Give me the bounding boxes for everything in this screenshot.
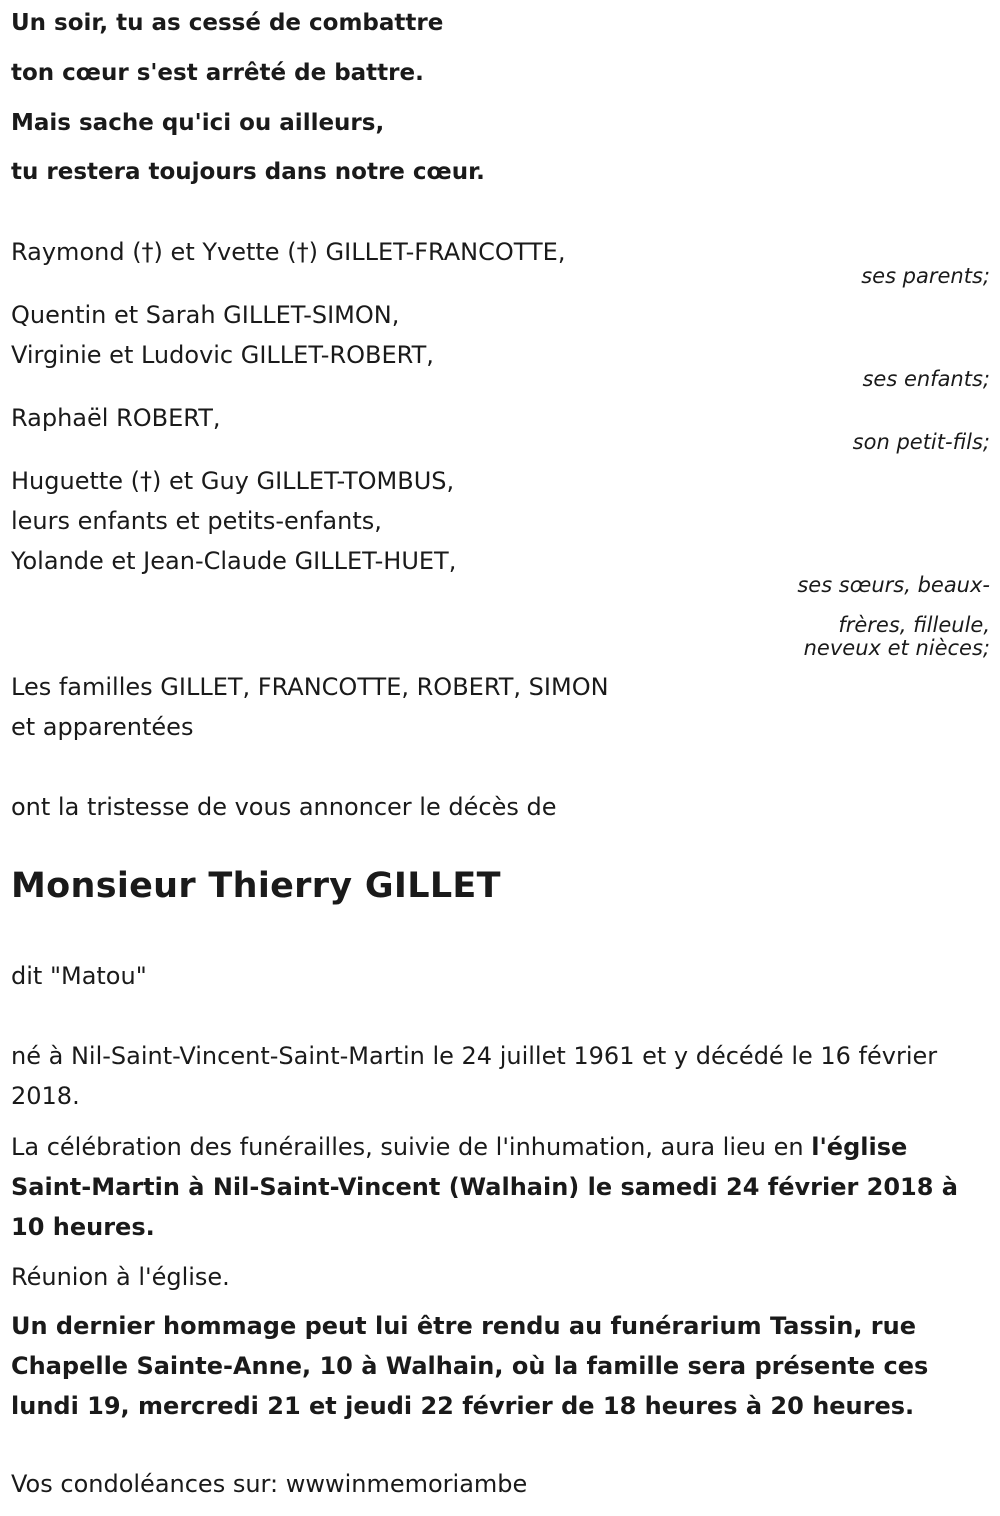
grandson-name: Raphaël ROBERT,: [11, 404, 221, 432]
announcement-text: ont la tristesse de vous annoncer le décès de: [11, 793, 557, 821]
grandson-relation: son petit-fils;: [852, 430, 990, 454]
poem-line-2: ton cœur s'est arrêté de battre.: [11, 60, 424, 86]
children-relation: ses enfants;: [862, 367, 990, 391]
families-line-2: et apparentées: [11, 713, 194, 741]
poem-line-4: tu restera toujours dans notre cœur.: [11, 159, 485, 185]
poem-line-3: Mais sache qu'ici ou ailleurs,: [11, 110, 385, 136]
siblings-relation-1: ses sœurs, beaux-: [797, 573, 990, 597]
siblings-names-1: Huguette (†) et Guy GILLET-TOMBUS,: [11, 467, 455, 495]
poem-line-1: Un soir, tu as cessé de combattre: [11, 10, 444, 36]
funeral-info: [11, 1127, 989, 1247]
children-names-2: Virginie et Ludovic GILLET-ROBERT,: [11, 341, 434, 369]
birth-death-info: né à Nil-Saint-Vincent-Saint-Martin le 24 juillet 1961 et y décédé le 16 février 2018.: [11, 1042, 938, 1110]
deceased-nickname: dit "Matou": [11, 962, 147, 990]
siblings-names-2: leurs enfants et petits-enfants,: [11, 507, 382, 535]
siblings-relation-2: frères, filleule,: [838, 613, 990, 637]
siblings-names-3: Yolande et Jean-Claude GILLET-HUET,: [11, 547, 457, 575]
parents-relation: ses parents;: [861, 264, 990, 288]
families-line-1: Les familles GILLET, FRANCOTTE, ROBERT, SIMON: [11, 673, 609, 701]
deceased-name: Monsieur Thierry GILLET: [11, 866, 501, 906]
condolences-link: Vos condoléances sur: wwwinmemoriambe: [11, 1470, 528, 1498]
meeting-info: Réunion à l'église.: [11, 1263, 230, 1291]
parents-names: Raymond (†) et Yvette (†) GILLET-FRANCOTTE,: [11, 238, 566, 266]
funeral-details: l'église Saint-Martin à Nil-Saint-Vincent (Walhain) le samedi 24 février 2018 à 10 heures.: [11, 1133, 959, 1241]
siblings-relation-3: neveux et nièces;: [803, 636, 990, 660]
children-names-1: Quentin et Sarah GILLET-SIMON,: [11, 301, 400, 329]
tribute-info: Un dernier hommage peut lui être rendu au funérarium Tassin, rue Chapelle Sainte-Anne, 10 à Walhain, où la famille sera présente ces lundi 19, mercredi 21 et jeudi 22 février de 18 heures à 20 heures.: [11, 1312, 929, 1420]
funeral-intro: La célébration des funérailles, suivie de l'inhumation, aura lieu en: [11, 1133, 812, 1161]
